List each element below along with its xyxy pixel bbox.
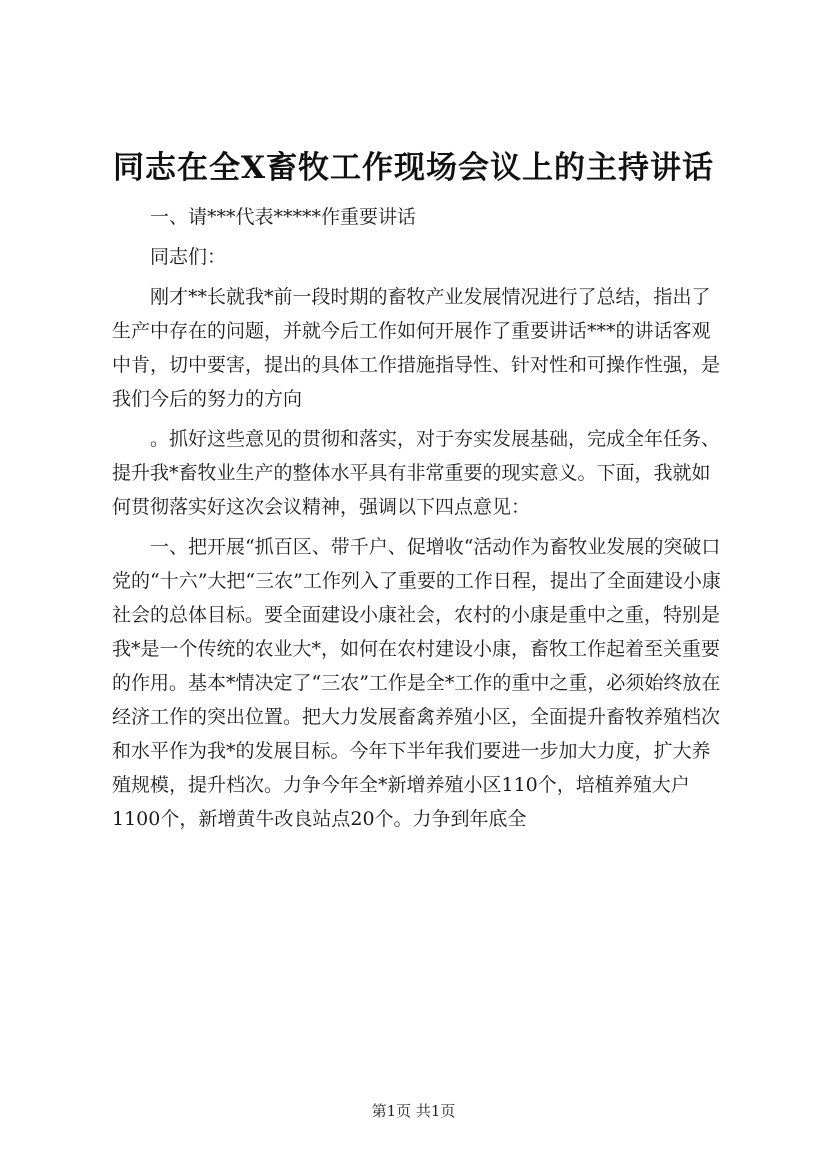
document-title: 同志在全X畜牧工作现场会议上的主持讲话	[112, 150, 715, 186]
document-body	[112, 200, 724, 836]
paragraph-2: 同志们：	[150, 246, 227, 268]
paragraph-3: 刚才**长就我*前一段时期的畜牧产业发展情况进行了总结，指出了生产中存在的问题，并就今后工作如何开展作了重要讲话***的讲话客观中肯，切中要害，提出的具体工作措施指导性、针对性和可操作性强，是我们今后的努力的方向	[112, 286, 721, 410]
paragraph-5: 一、把开展“抓百区、带千户、促增收“活动作为畜牧业发展的突破口党的“十六”大把“三农”工作列入了重要的工作日程，提出了全面建设小康社会的总体目标。要全面建设小康社会，农村的小康是重中之重，特别是我*是一个传统的农业大*，如何在农村建设小康，畜牧工作起着至关重要的作用。基本*情决定了“三农”工作是全*工作的重中之重，必须始终放在经济工作的突出位置。把大力发展畜禽养殖小区，全面提升畜牧养殖档次和水平作为我*的发展目标。今年下半年我们要进一步加大力度，扩大养殖规模，提升档次。力争今年全*新增养殖小区110个，培植养殖大户1100个，新增黄牛改良站点20个。力争到年底全	[112, 536, 721, 830]
paragraph-4: 。抓好这些意见的贯彻和落实，对于夯实发展基础，完成全年任务、提升我*畜牧业生产的整体水平具有非常重要的现实意义。下面，我就如何贯彻落实好这次会议精神，强调以下四点意见：	[112, 428, 721, 518]
page-footer: 第1页 共1页	[371, 1102, 456, 1120]
paragraph-1: 一、请***代表*****作重要讲话	[150, 206, 417, 228]
